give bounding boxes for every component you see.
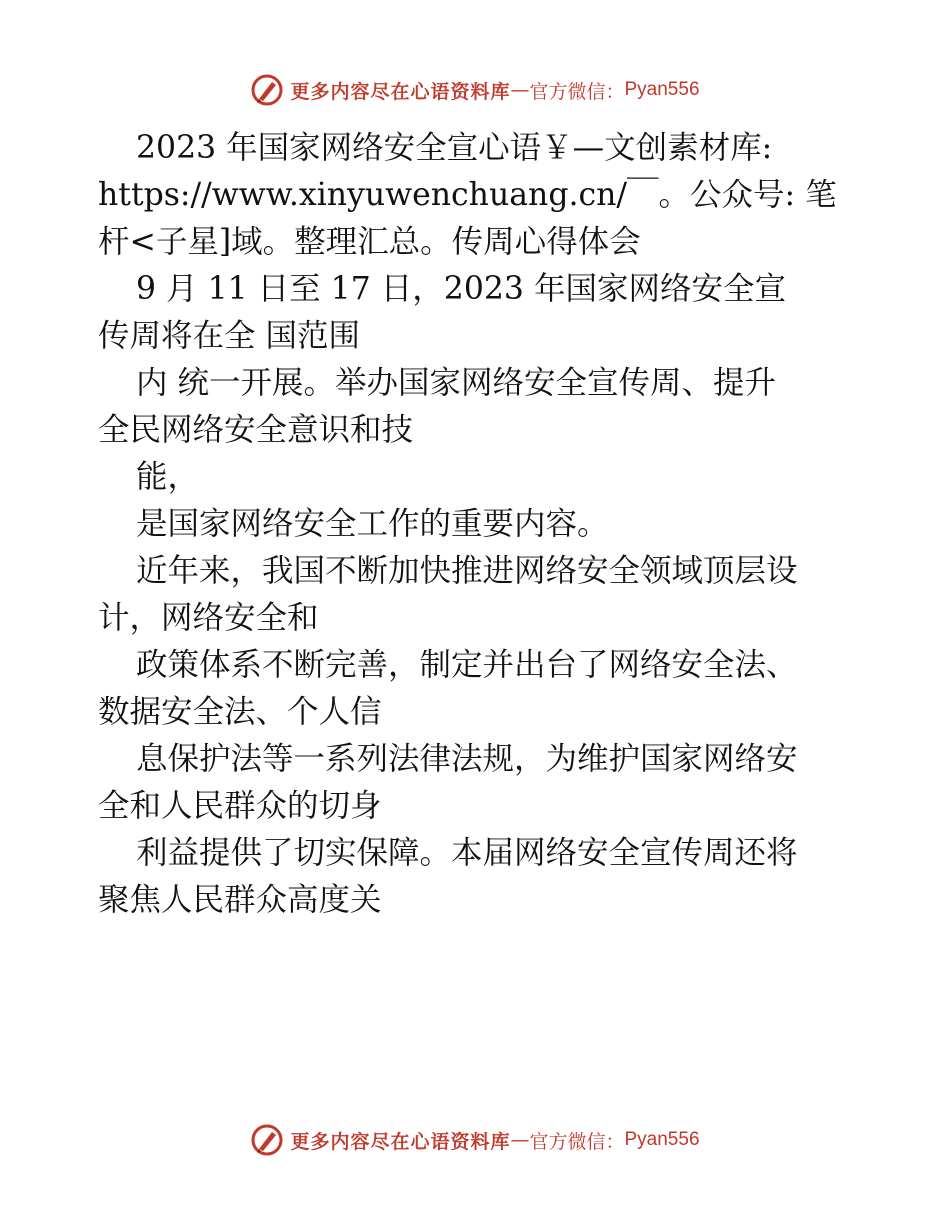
document-body: [98, 125, 858, 924]
text-line: 全民网络安全意识和技: [98, 412, 414, 448]
text-line: https://www.xinyuwenchuang.cn/￣。公众号: 笔: [98, 177, 837, 213]
text-line: 政策体系不断完善，制定并出台了网络安全法、: [136, 647, 798, 683]
text-line: 是国家网络安全工作的重要内容。: [136, 506, 609, 542]
text-line: 传周将在全 国范围: [98, 318, 361, 354]
watermark-wechat-label: 官方微信：: [529, 1130, 625, 1153]
text-line: 计，网络安全和: [98, 600, 319, 636]
text-line: 能，: [136, 459, 200, 495]
pen-logo-icon: [250, 73, 284, 107]
watermark-wechat-label: 官方微信：: [529, 80, 625, 103]
text-line: 9 月 11 日至 17 日，2023 年国家网络安全宣: [136, 271, 786, 307]
text-line: 2023 年国家网络安全宣心语￥—文创素材库:: [136, 130, 773, 166]
text-line: 数据安全法、个人信: [98, 694, 382, 730]
text-line: 全和人民群众的切身: [98, 788, 382, 824]
watermark-wechat-id: Pyan556: [624, 79, 700, 100]
text-line: 杆<子星]域。整理汇总。传周心得体会: [98, 224, 641, 260]
text-line: 息保护法等一系列法律法规，为维护国家网络安: [136, 741, 798, 777]
watermark-dash: —: [510, 1129, 530, 1151]
watermark-dash: —: [510, 79, 530, 101]
text-line: 内 统一开展。举办国家网络安全宣传周、提升: [136, 365, 777, 401]
text-line: 利益提供了切实保障。本届网络安全宣传周还将: [136, 835, 798, 871]
text-line: 聚焦人民群众高度关: [98, 882, 382, 918]
watermark-text: 更多内容尽在心语资料库: [290, 80, 511, 103]
watermark-wechat-id: Pyan556: [624, 1129, 700, 1150]
watermark-text: 更多内容尽在心语资料库: [290, 1130, 511, 1153]
pen-logo-icon: [250, 1123, 284, 1157]
footer-watermark: [0, 1120, 950, 1160]
text-line: 近年来，我国不断加快推进网络安全领域顶层设: [136, 553, 798, 589]
header-watermark: [0, 70, 950, 110]
